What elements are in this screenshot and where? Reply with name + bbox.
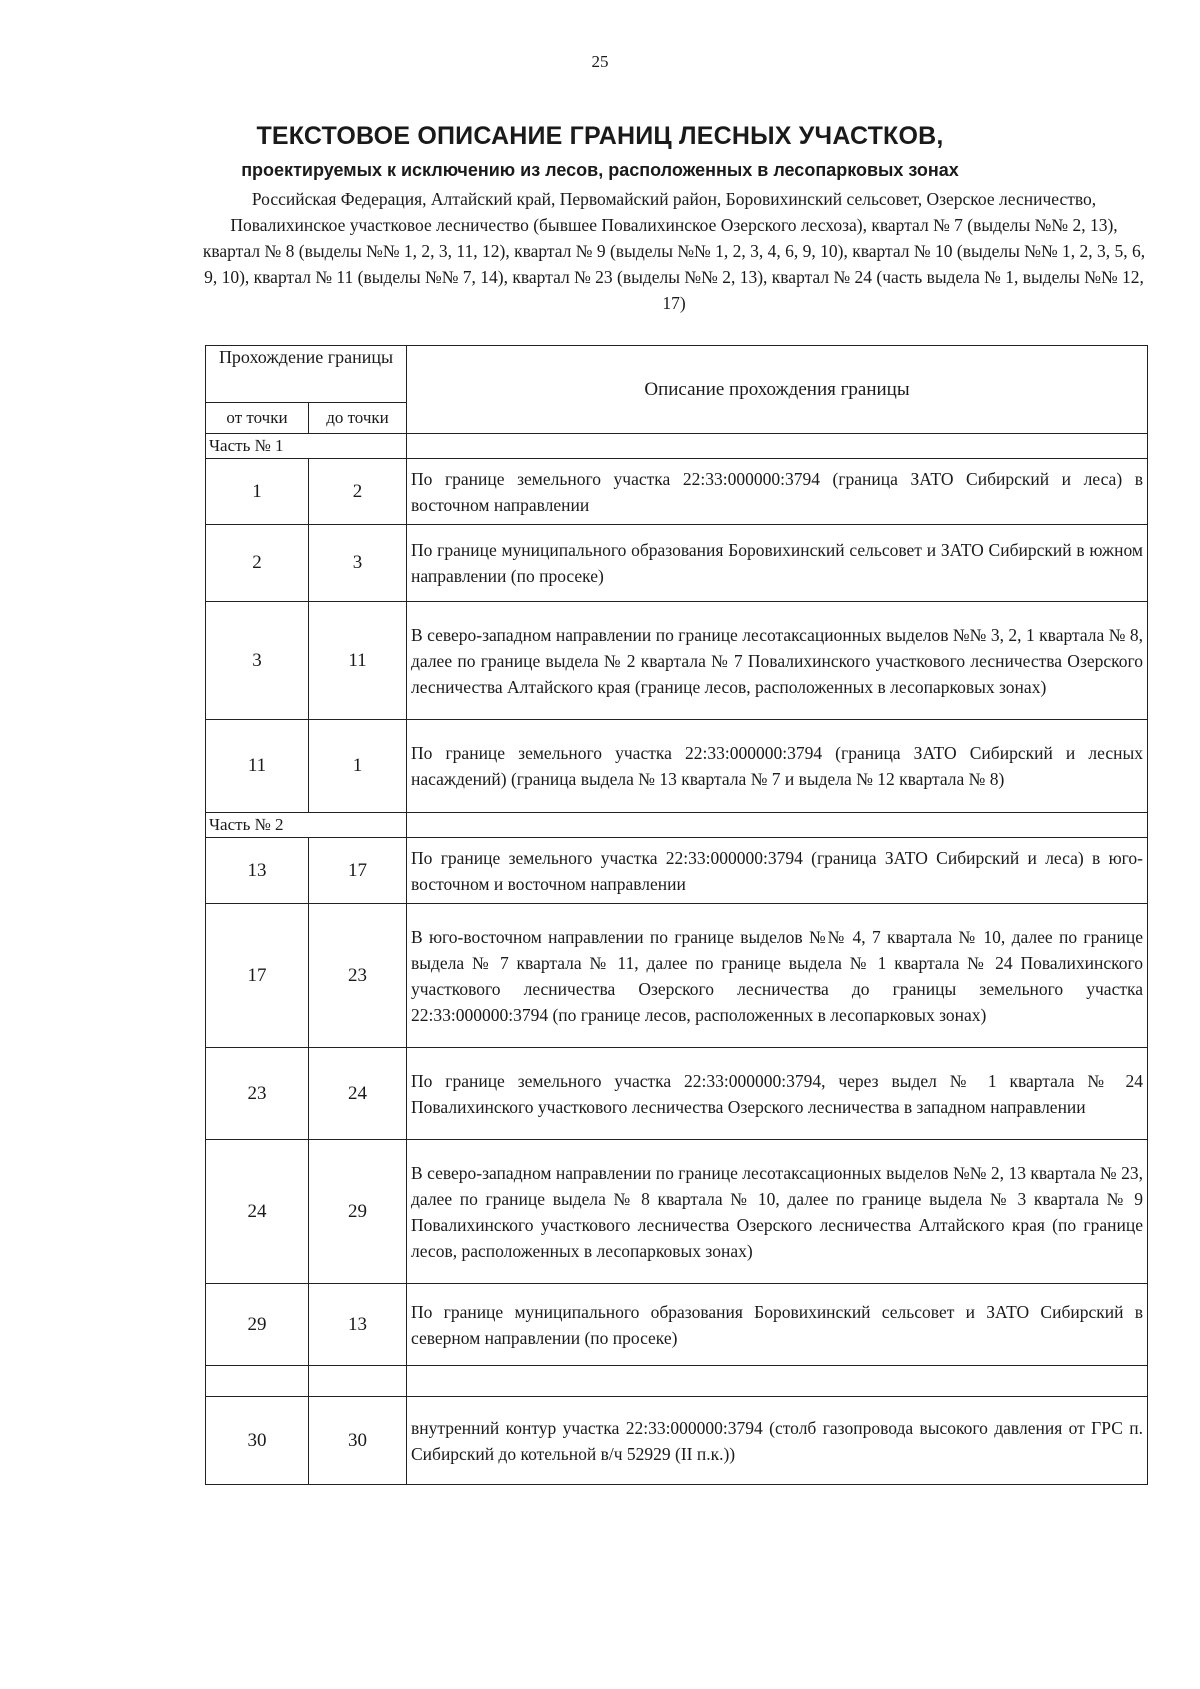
table-row	[206, 720, 1148, 813]
table-header-row	[206, 346, 1148, 403]
table-row	[206, 602, 1148, 720]
location-description: Российская Федерация, Алтайский край, Первомайский район, Боровихинский сельсовет, Озерское лесничество, Повалихинское участковое лесничество (бывшее Повалихинское Озерского лесхоза), квартал № 7 (выделы №№ 2, 13), квартал № 8 (выделы №№ 1, 2, 3, 11, 12), квартал № 9 (выделы №№ 1, 2, 3, 4, 6, 9, 10), квартал № 10 (выделы №№ 1, 2, 3, 5, 6, 9, 10), квартал № 11 (выделы №№ 7, 14), квартал № 23 (выделы №№ 2, 13), квартал № 24 (часть выдела № 1, выделы №№ 12, 17)	[202, 189, 1146, 313]
boundary-description: По границе земельного участка 22:33:000000:3794 (граница ЗАТО Сибирский и леса) в юго-восточном и восточном направлении	[407, 838, 1148, 904]
boundary-description: В юго-восточном направлении по границе выделов №№ 4, 7 квартала № 10, далее по границе выдела № 7 квартала № 11, далее по границе выдела № 1 квартала № 24 Повалихинского участкового лесничества Озерского лесничества до границы земельного участка 22:33:000000:3794 (по границе лесов, расположенных в лесопарковых зонах)	[407, 904, 1148, 1048]
to-point: 30	[309, 1397, 407, 1485]
to-point: 24	[309, 1048, 407, 1140]
from-point: 23	[206, 1048, 309, 1140]
boundary-table	[205, 345, 1148, 1485]
from-point: 1	[206, 459, 309, 525]
header-from-point: от точки	[206, 403, 309, 434]
to-point: 1	[309, 720, 407, 813]
table-row	[206, 838, 1148, 904]
from-point: 30	[206, 1397, 309, 1485]
table-row	[206, 1140, 1148, 1284]
header-to-point: до точки	[309, 403, 407, 434]
boundary-description: По границе муниципального образования Боровихинский сельсовет и ЗАТО Сибирский в южном направлении (по просеке)	[407, 525, 1148, 602]
empty-cell	[206, 1366, 309, 1397]
part-spacer	[407, 813, 1148, 838]
to-point: 17	[309, 838, 407, 904]
document-subtitle: проектируемых к исключению из лесов, расположенных в лесопарковых зонах	[241, 160, 959, 180]
from-point: 29	[206, 1284, 309, 1366]
table-row	[206, 1397, 1148, 1485]
empty-cell	[407, 1366, 1148, 1397]
empty-row	[206, 1366, 1148, 1397]
to-point: 2	[309, 459, 407, 525]
page-number: 25	[591, 52, 609, 71]
table-row	[206, 525, 1148, 602]
table-row	[206, 1048, 1148, 1140]
part-spacer	[407, 434, 1148, 459]
from-point: 11	[206, 720, 309, 813]
to-point: 29	[309, 1140, 407, 1284]
empty-cell	[309, 1366, 407, 1397]
to-point: 13	[309, 1284, 407, 1366]
from-point: 13	[206, 838, 309, 904]
table-row	[206, 904, 1148, 1048]
from-point: 17	[206, 904, 309, 1048]
to-point: 3	[309, 525, 407, 602]
boundary-description: По границе земельного участка 22:33:000000:3794, через выдел № 1 квартала № 24 Повалихинского участкового лесничества Озерского лесничества в западном направлении	[407, 1048, 1148, 1140]
boundary-description: В северо-западном направлении по границе лесотаксационных выделов №№ 3, 2, 1 квартала № 8, далее по границе выдела № 2 квартала № 7 Повалихинского участкового лесничества Озерского лесничества Алтайского края (границе лесов, расположенных в лесопарковых зонах)	[407, 602, 1148, 720]
header-description: Описание прохождения границы	[407, 346, 1148, 434]
to-point: 23	[309, 904, 407, 1048]
boundary-description: В северо-западном направлении по границе лесотаксационных выделов №№ 2, 13 квартала № 23, далее по границе выдела № 8 квартала № 10, далее по границе выдела № 3 квартала № 9 Повалихинского участкового лесничества Озерского лесничества Алтайского края (по границе лесов, расположенных в лесопарковых зонах)	[407, 1140, 1148, 1284]
part-label: Часть № 1	[206, 434, 407, 459]
boundary-description: По границе земельного участка 22:33:000000:3794 (граница ЗАТО Сибирский и лесных насаждений) (граница выдела № 13 квартала № 7 и выдела № 12 квартала № 8)	[407, 720, 1148, 813]
table-row	[206, 1284, 1148, 1366]
boundary-description: По границе земельного участка 22:33:000000:3794 (граница ЗАТО Сибирский и леса) в восточном направлении	[407, 459, 1148, 525]
to-point: 11	[309, 602, 407, 720]
boundary-description: внутренний контур участка 22:33:000000:3794 (столб газопровода высокого давления от ГРС п. Сибирский до котельной в/ч 52929 (II п.к.))	[407, 1397, 1148, 1485]
table-row	[206, 459, 1148, 525]
from-point: 3	[206, 602, 309, 720]
document-title: ТЕКСТОВОЕ ОПИСАНИЕ ГРАНИЦ ЛЕСНЫХ УЧАСТКОВ,	[256, 122, 944, 150]
boundary-description: По границе муниципального образования Боровихинский сельсовет и ЗАТО Сибирский в северном направлении (по просеке)	[407, 1284, 1148, 1366]
from-point: 24	[206, 1140, 309, 1284]
part-label: Часть № 2	[206, 813, 407, 838]
part-row	[206, 434, 1148, 459]
header-passage: Прохождение границы	[206, 346, 407, 403]
part-row	[206, 813, 1148, 838]
from-point: 2	[206, 525, 309, 602]
